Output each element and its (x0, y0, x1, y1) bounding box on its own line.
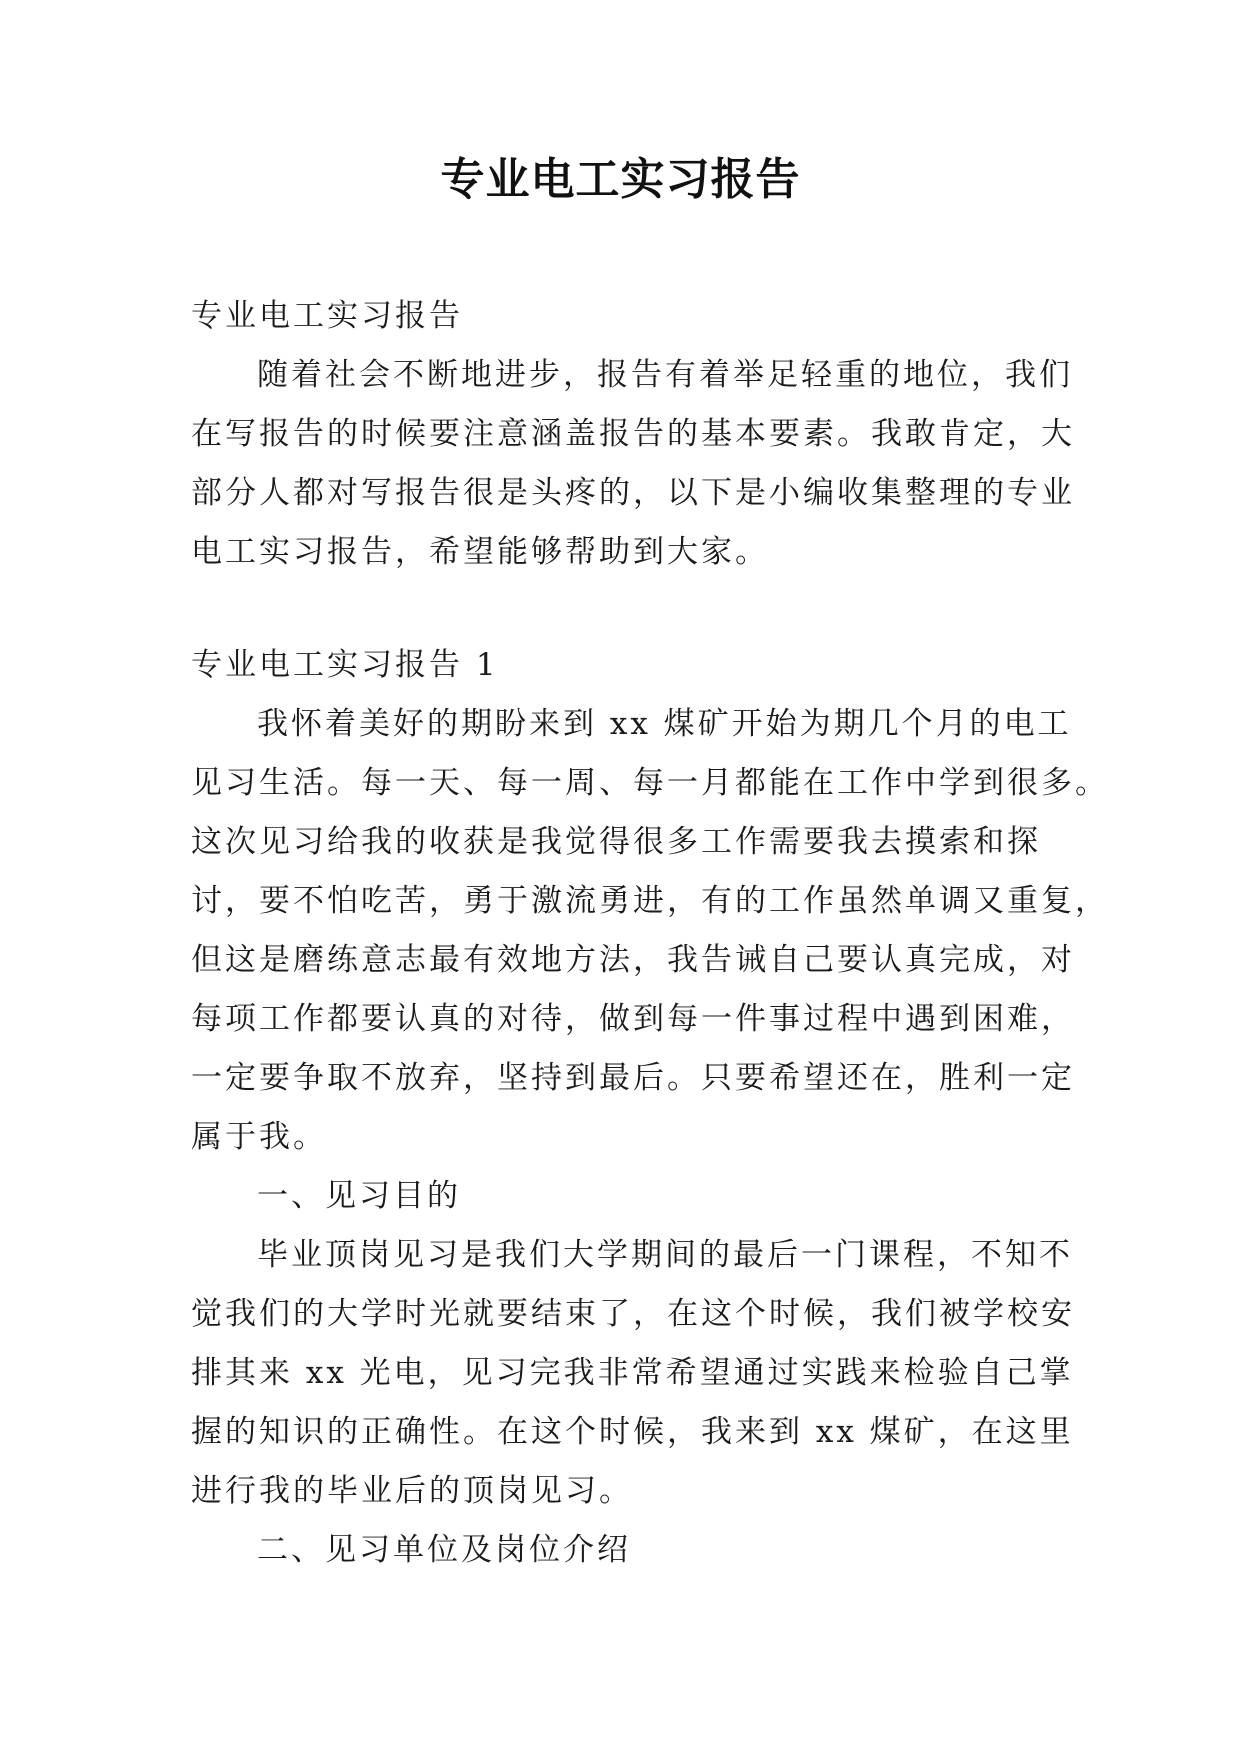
text-line: 排其来 xx 光电，见习完我非常希望通过实践来检验自己掌 (191, 1355, 1074, 1391)
text-line: 见习生活。每一天、每一周、每一月都能在工作中学到很多。 (191, 765, 1109, 801)
text-line: 属于我。 (191, 1119, 327, 1155)
text-line: 我怀着美好的期盼来到 xx 煤矿开始为期几个月的电工 (257, 706, 1072, 742)
paragraph-gap (191, 582, 1051, 636)
text-line: 一、见习目的 (257, 1178, 461, 1214)
document-title: 专业电工实习报告 (440, 154, 801, 205)
text-line: 毕业顶岗见习是我们大学期间的最后一门课程，不知不 (257, 1237, 1073, 1273)
text-line: 部分人都对写报告很是头疼的，以下是小编收集整理的专业 (191, 475, 1075, 511)
text-line: 每项工作都要认真的对待，做到每一件事过程中遇到困难， (191, 1001, 1075, 1037)
text-line: 二、见习单位及岗位介绍 (257, 1532, 631, 1568)
text-line: 在写报告的时候要注意涵盖报告的基本要素。我敢肯定，大 (191, 416, 1075, 452)
text-line: 专业电工实习报告 1 (191, 647, 499, 683)
text-line: 握的知识的正确性。在这个时候，我来到 xx 煤矿，在这里 (191, 1414, 1074, 1450)
text-line: 这次见习给我的收获是我觉得很多工作需要我去摸索和探 (191, 824, 1041, 860)
text-line: 电工实习报告，希望能够帮助到大家。 (191, 534, 769, 570)
text-line: 进行我的毕业后的顶岗见习。 (191, 1473, 633, 1509)
text-line: 觉我们的大学时光就要结束了，在这个时候，我们被学校安 (191, 1296, 1075, 1332)
text-line: 一定要争取不放弃，坚持到最后。只要希望还在，胜利一定 (191, 1060, 1075, 1096)
text-line: 讨，要不怕吃苦，勇于激流勇进，有的工作虽然单调又重复， (191, 883, 1109, 919)
text-line: 但这是磨练意志最有效地方法，我告诫自己要认真完成，对 (191, 942, 1075, 978)
document-body (191, 287, 1109, 1580)
text-line: 随着社会不断地进步，报告有着举足轻重的地位，我们 (257, 357, 1073, 393)
text-line: 专业电工实习报告 (191, 298, 463, 334)
